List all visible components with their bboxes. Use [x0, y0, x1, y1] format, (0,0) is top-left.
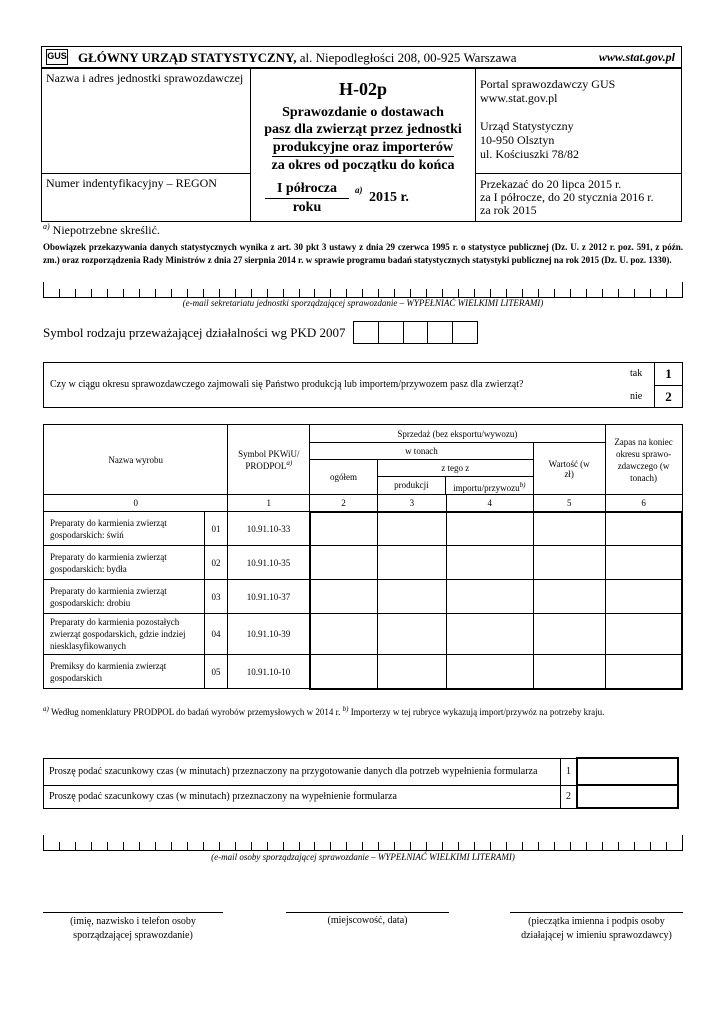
product-name: Preparaty do karmienia zwierząt gospodarskich: drobiu — [44, 580, 205, 614]
email-char-cell[interactable] — [315, 289, 331, 297]
email-char-cell[interactable] — [427, 289, 443, 297]
col-tonnes — [310, 443, 534, 460]
email-char-cell[interactable] — [44, 289, 60, 297]
report-year: 2015 r. — [369, 190, 409, 205]
import-input[interactable] — [446, 614, 533, 655]
email-char-cell[interactable] — [459, 289, 475, 297]
right-portal-box — [475, 68, 682, 174]
portal-line-2[interactable]: www.stat.gov.pl — [480, 91, 558, 105]
col-stock-text: Zapas na koniec okresu sprawo-zdawczego (w tonach) — [614, 436, 673, 483]
email-char-cell[interactable] — [539, 289, 555, 297]
table-footnote — [43, 705, 604, 717]
email-char-cell[interactable] — [619, 289, 635, 297]
email-char-cell[interactable] — [491, 842, 507, 850]
time-question-row — [44, 758, 679, 785]
email-char-cell[interactable] — [667, 289, 682, 297]
header-bar — [41, 46, 682, 68]
table-row — [44, 512, 683, 546]
email-char-cell[interactable] — [76, 289, 92, 297]
product-symbol: 10.91.10-33 — [228, 512, 310, 546]
email-char-cell[interactable] — [44, 842, 60, 850]
col-number: 5 — [533, 495, 605, 512]
time-question-text: Proszę podać szacunkowy czas (w minutach) przeznaczony na przygotowanie danych dla potrzeb wypełnienia formularza — [44, 758, 561, 785]
office-line-3: ul. Kościuszki 78/82 — [480, 147, 579, 161]
total-input[interactable] — [310, 580, 378, 614]
col-product-name-text: Nazwa wyrobu — [108, 454, 164, 465]
table-footnote-a-mark: a) — [43, 705, 49, 713]
email-char-cell[interactable] — [651, 842, 667, 850]
email-char-cell[interactable] — [411, 842, 427, 850]
email-char-cell[interactable] — [60, 289, 76, 297]
import-input[interactable] — [446, 546, 533, 580]
email-char-cell[interactable] — [667, 842, 682, 850]
row-number: 03 — [204, 580, 228, 614]
email-char-cell[interactable] — [284, 289, 300, 297]
col-production-text: produkcji — [394, 480, 429, 490]
col-product-name — [44, 425, 228, 495]
product-name: Preparaty do karmienia zwierząt gospodarskich: świń — [44, 512, 205, 546]
value-input[interactable] — [533, 614, 605, 655]
signature-right-line-2: działającej w imieniu sprawozdawcy) — [521, 930, 672, 941]
email-char-cell[interactable] — [635, 289, 651, 297]
production-input[interactable] — [377, 655, 446, 689]
col-number: 2 — [310, 495, 378, 512]
left-name-box — [41, 68, 251, 174]
right-deadline-box — [475, 173, 682, 222]
feed-table — [43, 424, 683, 690]
product-symbol: 10.91.10-35 — [228, 546, 310, 580]
footnote-a-text: Niepotrzebne skreślić. — [52, 223, 160, 237]
col-symbol-mark: a) — [286, 458, 293, 467]
email-char-cell[interactable] — [92, 842, 108, 850]
footnote-a-mark: a) — [43, 222, 50, 231]
value-input[interactable] — [533, 546, 605, 580]
email-char-cell[interactable] — [300, 289, 316, 297]
col-symbol-text: Symbol PKWiU/ PRODPOL — [238, 448, 300, 471]
email-char-cell[interactable] — [268, 289, 284, 297]
answer-yes-code[interactable]: 1 — [665, 366, 672, 381]
production-input[interactable] — [377, 546, 446, 580]
total-input[interactable] — [310, 546, 378, 580]
email-char-cell[interactable] — [539, 842, 555, 850]
col-value — [533, 443, 605, 495]
signature-left-line-1: (imię, nazwisko i telefon osoby — [70, 916, 196, 927]
email-char-cell[interactable] — [363, 289, 379, 297]
email-char-cell[interactable] — [315, 842, 331, 850]
email-char-cell[interactable] — [300, 842, 316, 850]
signature-line-right[interactable] — [510, 912, 683, 913]
email-char-cell[interactable] — [459, 842, 475, 850]
activity-question-box — [43, 362, 683, 408]
office-line-1: Urząd Statystyczny — [480, 119, 574, 133]
col-symbol — [228, 425, 310, 495]
email-char-cell[interactable] — [108, 289, 124, 297]
email-char-cell[interactable] — [379, 842, 395, 850]
email-char-cell[interactable] — [76, 842, 92, 850]
col-number: 1 — [228, 495, 310, 512]
email-char-cell[interactable] — [587, 289, 603, 297]
title-line-2: pasz dla zwierząt przez jednostki — [264, 122, 462, 137]
regon-label: Numer indentyfikacyjny – REGON — [46, 176, 217, 190]
email-char-cell[interactable] — [603, 289, 619, 297]
institution-address: al. Niepodległości 208, 00-925 Warszawa — [299, 50, 517, 65]
email-char-cell[interactable] — [236, 842, 252, 850]
left-regon-box — [41, 173, 251, 222]
col-number: 0 — [44, 495, 228, 512]
email-char-cell[interactable] — [395, 842, 411, 850]
table-row — [44, 614, 683, 655]
deadline-line-3: za rok 2015 — [480, 203, 537, 217]
email-char-cell[interactable] — [124, 289, 140, 297]
email-char-cell[interactable] — [60, 842, 76, 850]
pkd-label: Symbol rodzaju przeważającej działalności wg PKD 2007 — [43, 325, 346, 340]
column-number-row — [44, 495, 683, 512]
email-char-cell[interactable] — [108, 842, 124, 850]
email-char-cell[interactable] — [347, 289, 363, 297]
email-char-cell[interactable] — [379, 289, 395, 297]
email-char-cell[interactable] — [331, 842, 347, 850]
col-sales-text: Sprzedaż (bez eksportu/wywozu) — [397, 428, 518, 439]
activity-question-text: Czy w ciągu okresu sprawozdawczego zajmowali się Państwo produkcją lub importem/przywozem pasz dla zwierząt? — [50, 379, 524, 390]
row-number: 01 — [204, 512, 228, 546]
gus-logo — [46, 49, 68, 65]
col-value-text: Wartość (w zł) — [548, 458, 590, 479]
total-input[interactable] — [310, 512, 378, 546]
time-answer-field-1[interactable] — [577, 758, 678, 785]
email-person-caption: (e-mail osoby sporządzającej sprawozdanie – WYPEŁNIAĆ WIELKIMI LITERAMI) — [211, 852, 515, 862]
answer-no-label: nie — [630, 391, 643, 402]
email-char-cell[interactable] — [443, 289, 459, 297]
col-number: 6 — [605, 495, 682, 512]
email-char-cell[interactable] — [507, 842, 523, 850]
product-symbol: 10.91.10-10 — [228, 655, 310, 689]
time-answer-field-2[interactable] — [577, 785, 678, 808]
col-total-text: ogółem — [330, 472, 357, 482]
row-number: 05 — [204, 655, 228, 689]
email-char-cell[interactable] — [587, 842, 603, 850]
email-char-cell[interactable] — [635, 842, 651, 850]
email-char-cell[interactable] — [268, 842, 284, 850]
email-char-cell[interactable] — [204, 842, 220, 850]
email-char-cell[interactable] — [603, 842, 619, 850]
signature-left-caption — [33, 915, 233, 943]
email-char-cell[interactable] — [395, 289, 411, 297]
stock-input[interactable] — [605, 512, 682, 546]
col-import-text: importu/przywozu — [453, 483, 520, 493]
time-question-row — [44, 785, 679, 808]
email-char-cell[interactable] — [491, 289, 507, 297]
time-question-number: 2 — [560, 785, 577, 808]
col-number: 4 — [446, 495, 533, 512]
product-name: Premiksy do karmienia zwierząt gospodarskich — [44, 655, 205, 689]
legal-text: Obowiązek przekazywania danych statystycznych wynika z art. 30 pkt 3 ustawy z dnia 29 czerwca 1995 r. o statystyce publicznej (Dz. U. z 2012 r. poz. 591, z późn. zm.) oraz rozporządzenia Rady Ministrów z dnia 27 sierpnia 2014 r. w sprawie programu badań statystycznych statystyki publicznej na rok 2015 (Dz. U. poz. 1330). — [43, 242, 683, 265]
email-char-cell[interactable] — [252, 289, 268, 297]
email-char-cell[interactable] — [411, 289, 427, 297]
email-char-cell[interactable] — [523, 289, 539, 297]
email-char-cell[interactable] — [204, 289, 220, 297]
col-tonnes-text: w tonach — [405, 446, 438, 456]
signature-right-caption — [500, 915, 693, 943]
email-char-cell[interactable] — [252, 842, 268, 850]
production-input[interactable] — [377, 614, 446, 655]
table-row — [44, 655, 683, 689]
col-total — [310, 460, 378, 495]
email-char-cell[interactable] — [555, 289, 571, 297]
email-person-field[interactable] — [43, 835, 683, 851]
signature-middle-caption: (miejscowość, data) — [327, 915, 408, 926]
email-char-cell[interactable] — [92, 289, 108, 297]
product-symbol: 10.91.10-39 — [228, 614, 310, 655]
stock-input[interactable] — [605, 580, 682, 614]
gus-logo-text: GUS — [47, 51, 67, 61]
production-input[interactable] — [377, 580, 446, 614]
email-char-cell[interactable] — [236, 289, 252, 297]
signature-left-line-2: sporządzającej sprawozdanie) — [73, 930, 193, 941]
signature-line-middle[interactable] — [286, 912, 449, 913]
email-char-cell[interactable] — [220, 289, 236, 297]
answer-yes-label: tak — [630, 368, 643, 379]
email-char-cell[interactable] — [443, 842, 459, 850]
email-char-cell[interactable] — [331, 289, 347, 297]
email-char-cell[interactable] — [475, 289, 491, 297]
center-title-box — [250, 68, 476, 222]
form-code: H-02p — [338, 79, 387, 99]
total-input[interactable] — [310, 614, 378, 655]
production-input[interactable] — [377, 512, 446, 546]
total-input[interactable] — [310, 655, 378, 689]
period-mark: a) — [355, 185, 363, 195]
email-char-cell[interactable] — [555, 842, 571, 850]
email-char-cell[interactable] — [571, 842, 587, 850]
signature-line-left[interactable] — [43, 912, 223, 913]
table-row — [44, 546, 683, 580]
time-question-text: Proszę podać szacunkowy czas (w minutach) przeznaczony na wypełnienie formularza — [44, 785, 561, 808]
email-char-cell[interactable] — [347, 842, 363, 850]
product-name: Preparaty do karmienia zwierząt gospodarskich: bydła — [44, 546, 205, 580]
answer-no-code[interactable]: 2 — [665, 389, 672, 404]
title-line-4: za okres od początku do końca — [271, 158, 455, 173]
table-row — [44, 580, 683, 614]
email-char-cell[interactable] — [523, 842, 539, 850]
table-footnote-a-text: Według nomenklatury PRODPOL do badań wyrobów przemysłowych w 2014 r. — [50, 707, 341, 717]
time-questions-table — [43, 757, 679, 809]
value-input[interactable] — [533, 512, 605, 546]
value-input[interactable] — [533, 655, 605, 689]
email-char-cell[interactable] — [651, 289, 667, 297]
pkd-field[interactable] — [353, 321, 478, 344]
email-char-cell[interactable] — [427, 842, 443, 850]
email-char-cell[interactable] — [156, 842, 172, 850]
institution-name: GŁÓWNY URZĄD STATYSTYCZNY, — [78, 50, 297, 65]
title-line-1: Sprawozdanie o dostawach — [282, 105, 444, 120]
period-year[interactable]: roku — [292, 200, 322, 215]
col-of-which-text: z tego z — [441, 463, 470, 473]
email-char-cell[interactable] — [284, 842, 300, 850]
email-char-cell[interactable] — [363, 842, 379, 850]
email-char-cell[interactable] — [140, 842, 156, 850]
email-char-cell[interactable] — [156, 289, 172, 297]
import-input[interactable] — [446, 512, 533, 546]
website: www.stat.gov.pl — [598, 50, 675, 64]
office-line-2: 10-950 Olsztyn — [480, 133, 555, 147]
import-input[interactable] — [446, 580, 533, 614]
import-input[interactable] — [446, 655, 533, 689]
col-import-mark: b) — [519, 481, 526, 489]
portal-line-1: Portal sprawozdawczy GUS — [480, 77, 616, 91]
stock-input[interactable] — [605, 614, 682, 655]
email-char-cell[interactable] — [124, 842, 140, 850]
product-symbol: 10.91.10-37 — [228, 580, 310, 614]
signature-right-line-1: (pieczątka imienna i podpis osoby — [528, 916, 665, 927]
stock-input[interactable] — [605, 655, 682, 689]
email-secretariat-field[interactable] — [43, 282, 683, 298]
email-char-cell[interactable] — [619, 842, 635, 850]
period-half-year[interactable]: I półrocza — [276, 181, 337, 196]
name-label: Nazwa i adres jednostki sprawozdawczej — [46, 71, 244, 85]
email-char-cell[interactable] — [188, 289, 204, 297]
email-secretariat-caption: (e-mail sekretariatu jednostki sporządzającej sprawozdanie – WYPEŁNIAĆ WIELKIMI LITERAMI) — [182, 298, 544, 308]
row-number: 02 — [204, 546, 228, 580]
time-question-number: 1 — [560, 758, 577, 785]
email-char-cell[interactable] — [188, 842, 204, 850]
email-char-cell[interactable] — [475, 842, 491, 850]
deadline-line-2: za I półrocze, do 20 stycznia 2016 r. — [480, 190, 654, 204]
email-char-cell[interactable] — [140, 289, 156, 297]
email-char-cell[interactable] — [507, 289, 523, 297]
row-number: 04 — [204, 614, 228, 655]
email-char-cell[interactable] — [571, 289, 587, 297]
email-char-cell[interactable] — [220, 842, 236, 850]
email-char-cell[interactable] — [172, 289, 188, 297]
col-sales — [310, 425, 605, 443]
form-title — [251, 104, 475, 174]
table-footnote-b-mark: b) — [342, 705, 349, 713]
product-name: Preparaty do karmienia pozostałych zwierząt gospodarskich, gdzie indziej niesklasyfikowanych — [44, 614, 205, 655]
title-line-3: produkcyjne oraz importerów — [272, 140, 454, 155]
col-of-which — [377, 460, 533, 495]
value-input[interactable] — [533, 580, 605, 614]
table-footnote-b-text: Importerzy w tej rubryce wykazują import/przywóz na potrzeby kraju. — [350, 707, 605, 717]
col-number: 3 — [377, 495, 446, 512]
col-stock — [605, 425, 682, 495]
deadline-line-1: Przekazać do 20 lipca 2015 r. — [480, 177, 622, 191]
stock-input[interactable] — [605, 546, 682, 580]
email-char-cell[interactable] — [172, 842, 188, 850]
footnote-a — [43, 222, 160, 238]
